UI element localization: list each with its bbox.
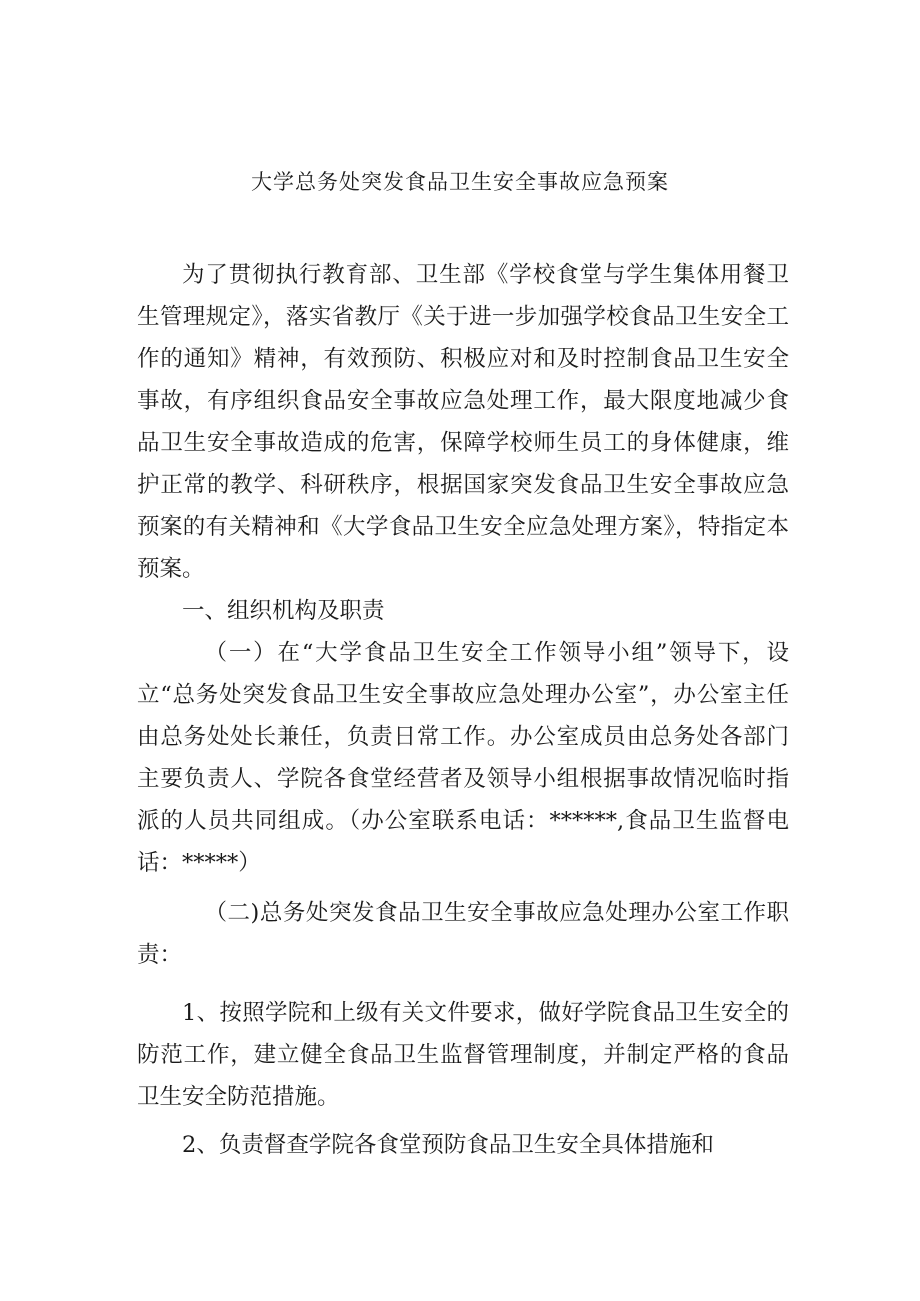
intro-paragraph: 为了贯彻执行教育部、卫生部《学校食堂与学生集体用餐卫生管理规定》，落实省教厅《关于进一步加强学校食品卫生安全工作的通知》精神，有效预防、积极应对和及时控制食品卫生安全事故，有序组织食品安全事故应急处理工作，最大限度地减少食品卫生安全事故造成的危害，保障学校师生员工的身体健康，维护正常的教学、科研秩序，根据国家突发食品卫生安全事故应急预案的有关精神和《大学食品卫生安全应急处理方案》，特指定本预案。 bbox=[137, 262, 789, 582]
section-heading-organization: 一、组织机构及职责 bbox=[182, 598, 385, 624]
document-body bbox=[137, 254, 789, 1166]
duty-item-1: 1、按照学院和上级有关文件要求，做好学院食品卫生安全的防范工作，建立健全食品卫生监督管理制度，并制定严格的食品卫生安全防范措施。 bbox=[137, 1000, 789, 1110]
section-item-office-setup: （一）在“大学食品卫生安全工作领导小组”领导下，设立“总务处突发食品卫生安全事故应急处理办公室”，办公室主任由总务处处长兼任，负责日常工作。办公室成员由总务处各部门主要负责人、学院各食堂经营者及领导小组根据事故情况临时指派的人员共同组成。（办公室联系电话：******,食品卫生监督电话：*****） bbox=[137, 640, 789, 876]
document-title: 大学总务处突发食品卫生安全事故应急预案 bbox=[251, 170, 669, 194]
section-item-office-duties: （二)总务处突发食品卫生安全事故应急处理办公室工作职责： bbox=[137, 900, 789, 968]
duty-item-2: 2、负责督查学院各食堂预防食品卫生安全具体措施和 bbox=[182, 1132, 714, 1158]
